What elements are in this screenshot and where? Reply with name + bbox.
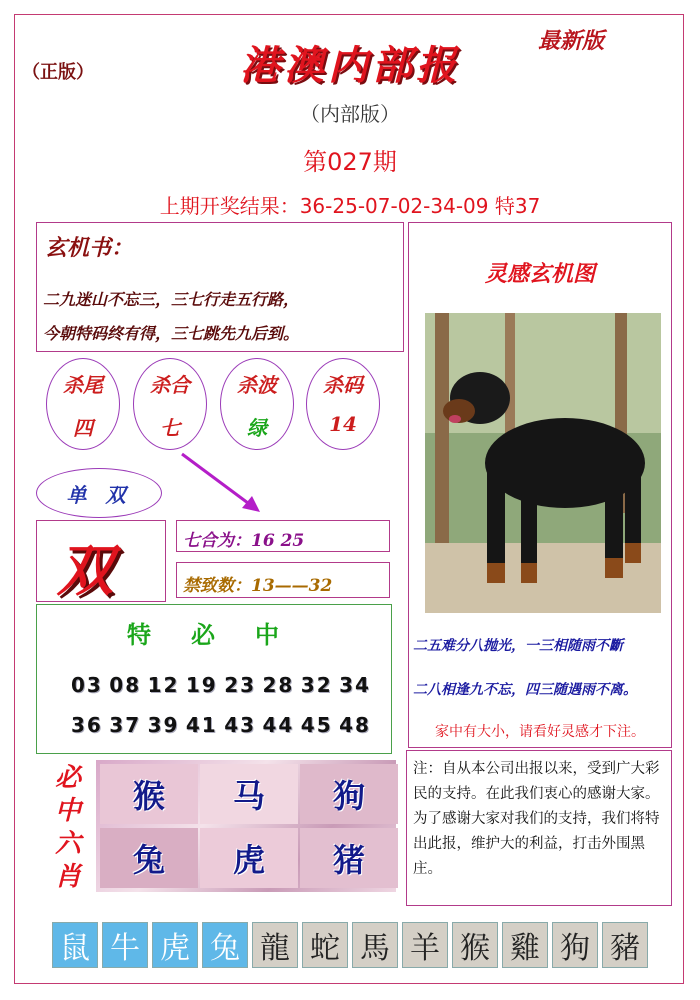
special-row-2 — [71, 713, 371, 737]
special-number: 36 — [71, 713, 103, 737]
special-number: 39 — [147, 713, 180, 737]
zodiac-tile: 狗 — [552, 922, 598, 968]
riddle-line-1: 二九迷山不忘三，三七行走五行路， — [43, 290, 300, 309]
side-char: 必 — [54, 763, 81, 793]
zodiac-cell: 狗 — [300, 764, 398, 824]
kill-wave-value: 绿 — [247, 416, 267, 440]
special-number: 34 — [339, 673, 371, 697]
issue-number: 第027期 — [303, 148, 397, 176]
zodiac-tile: 羊 — [402, 922, 448, 968]
riddle-title: 玄机书： — [45, 235, 134, 261]
special-number: 19 — [185, 673, 218, 697]
forbidden-number-box — [176, 562, 390, 598]
special-number: 23 — [224, 673, 257, 697]
special-number: 28 — [262, 673, 295, 697]
masthead-subtitle: （内部版） — [300, 102, 400, 126]
last-draw-result: 上期开奖结果：36-25-07-02-34-09 特37 — [159, 194, 541, 218]
special-number: 45 — [300, 713, 333, 737]
zodiac-tile: 兔 — [202, 922, 248, 968]
kill-combo-label: 杀合 — [150, 373, 190, 397]
seven-combo-text: 七合为：16 25 — [183, 531, 305, 551]
riddle-line-2: 今朝特码终有得，三七跳先九后到。 — [43, 324, 300, 343]
zodiac-tile: 龍 — [252, 922, 298, 968]
big-char: 双 — [57, 538, 113, 604]
side-char: 肖 — [54, 862, 81, 892]
zodiac-cell: 猴 — [100, 764, 198, 824]
kill-number-oval — [306, 358, 380, 450]
zodiac-tile: 馬 — [352, 922, 398, 968]
edition-label: （正版） — [22, 62, 94, 83]
special-row-1 — [71, 673, 371, 697]
kill-number-value: 14 — [329, 412, 357, 436]
kill-combo-value: 七 — [160, 416, 180, 440]
newest-label: 最新版 — [538, 28, 605, 54]
kill-tail-value: 四 — [73, 416, 93, 440]
special-number: 12 — [147, 673, 180, 697]
note-text: 注：自从本公司出报以来，受到广大彩民的支持。在此我们衷心的感谢大家。为了感谢大家对我们的支持，我们将特出此报，维护大的利益，打击外围黑庄。 — [413, 761, 660, 877]
special-title: 特必中 — [127, 620, 319, 649]
zodiac-cell: 猪 — [300, 828, 398, 888]
zodiac-tile: 虎 — [152, 922, 198, 968]
side-char: 中 — [54, 796, 81, 826]
special-number: 41 — [185, 713, 218, 737]
six-zodiac-panel — [96, 760, 396, 892]
forbidden-number-text: 禁致数：13——32 — [183, 576, 333, 596]
special-number: 37 — [109, 713, 142, 737]
six-zodiac-side-label — [50, 762, 86, 894]
special-number: 03 — [71, 673, 103, 697]
kill-tail-oval — [46, 358, 120, 450]
pointer-arrow — [176, 448, 266, 518]
zodiac-cell: 兔 — [100, 828, 198, 888]
seven-combo-box — [176, 520, 390, 552]
special-numbers-box — [36, 604, 392, 754]
note-box — [406, 750, 672, 906]
kill-wave-label: 杀波 — [237, 373, 277, 397]
dog-image — [425, 313, 661, 613]
zodiac-tile: 鼠 — [52, 922, 98, 968]
side-char: 六 — [54, 829, 81, 859]
riddle-box — [36, 222, 404, 352]
special-number: 48 — [339, 713, 371, 737]
spirit-box — [408, 222, 672, 748]
zodiac-cell: 马 — [200, 764, 298, 824]
masthead-title: 港澳内部报 — [240, 42, 460, 89]
zodiac-tile: 蛇 — [302, 922, 348, 968]
kill-tail-label: 杀尾 — [63, 373, 103, 397]
special-number: 44 — [262, 713, 295, 737]
zodiac-tile: 猴 — [452, 922, 498, 968]
odd-even-oval — [36, 468, 162, 518]
zodiac-tile: 牛 — [102, 922, 148, 968]
zodiac-cell: 虎 — [200, 828, 298, 888]
special-number: 32 — [300, 673, 333, 697]
spirit-title: 灵感玄机图 — [484, 261, 595, 287]
kill-combo-oval — [133, 358, 207, 450]
kill-wave-oval — [220, 358, 294, 450]
odd-even-label: 单 双 — [66, 483, 132, 507]
big-char-box — [36, 520, 166, 602]
spirit-hint: 家中有大小，请看好灵感才下注。 — [435, 724, 645, 740]
special-number: 08 — [109, 673, 142, 697]
zodiac-tile: 豬 — [602, 922, 648, 968]
kill-number-label: 杀码 — [323, 373, 363, 397]
special-number: 43 — [224, 713, 257, 737]
spirit-poem-1: 二五难分八抛光，一三相随雨不斷 — [413, 638, 623, 654]
spirit-poem-2: 二八相逢九不忘，四三随遇雨不离。 — [413, 682, 637, 698]
zodiac-tile: 雞 — [502, 922, 548, 968]
